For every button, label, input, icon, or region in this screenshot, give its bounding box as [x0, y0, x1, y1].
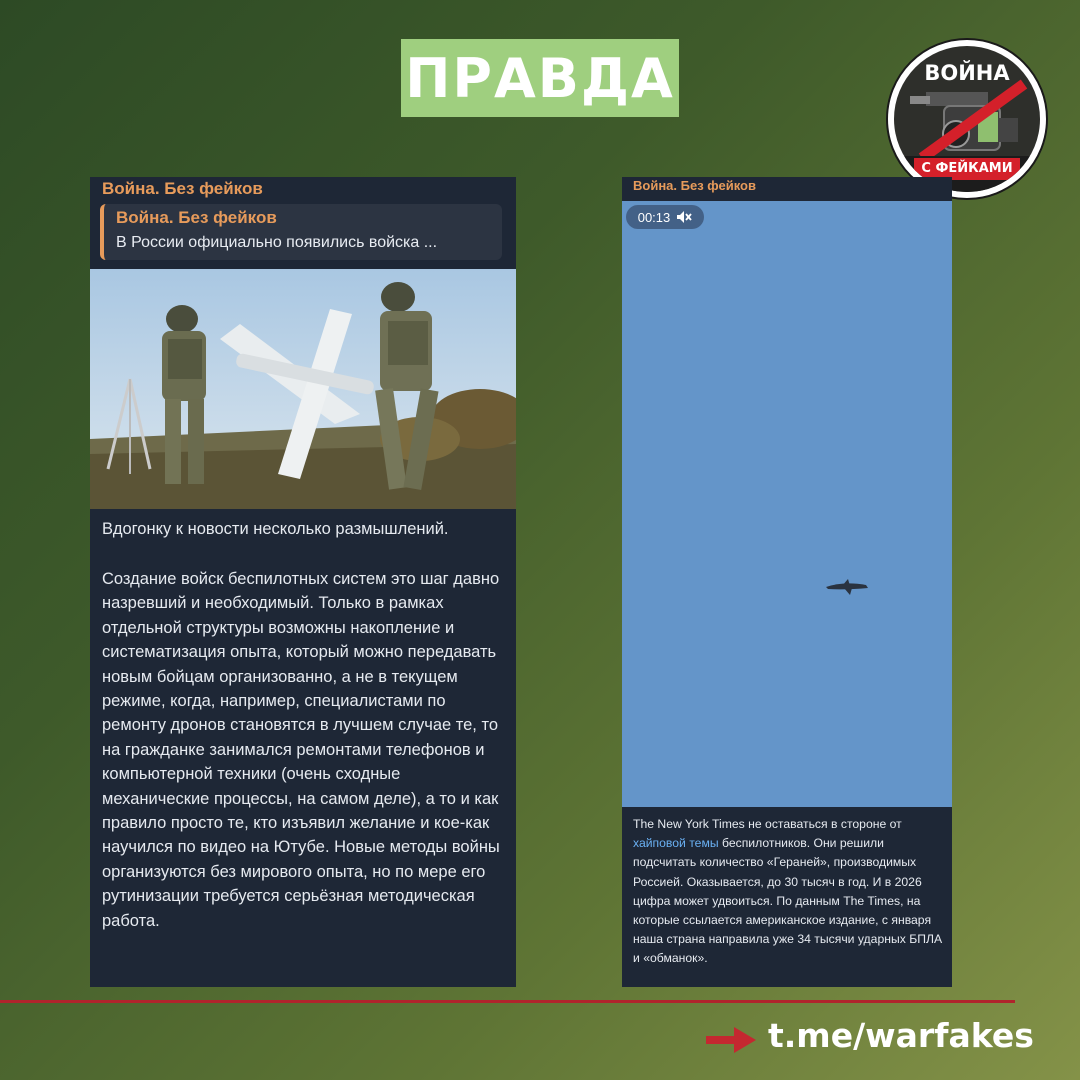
- logo-top-text: ВОЙНА: [924, 61, 1010, 85]
- video-timer: 00:13: [637, 209, 671, 225]
- flying-drone-image: [822, 577, 872, 597]
- body-text-after-link: беспилотников. Они решили подсчитать количество «Гераней», производимых Россией. Оказывается, до 30 тысяч в год. И в 2026 цифра может удвоиться. По данным The Times, на которые ссылается американское издание, с января наша страна направила уже 34 тысячи ударных БПЛА и «обманок».: [633, 836, 943, 966]
- body-text-before-link: The New York Times не оставаться в стороне от: [633, 817, 902, 831]
- right-post: [622, 177, 952, 987]
- post-body-text: Создание войск беспилотных систем это шаг давно назревший и необходимый. Только в рамках отдельной структуры возможны накопление и систематизация опыта, который можно передавать новым бойцам организованно, а не в текущем режиме, когда, например, специалистами по ремонту дронов становятся в лучшем случае те, то на гражданке занимался ремонтами телефонов и компьютерной техники (очень сходные механические процессы, на самом деле), а то и как правило просто те, кто изъявил желание и кое-как научился по видео на Ютубе. Новые методы войны организуются без мирового опыта, но по мере его рутинизации требуется серьёзная методическая работа.: [102, 570, 500, 930]
- quote-text: В России официально появились войска ...: [116, 234, 438, 251]
- truth-badge: [401, 39, 679, 117]
- topic-link[interactable]: хайповой темы: [633, 836, 719, 851]
- video-timer-pill[interactable]: [626, 205, 704, 229]
- arrow-right-icon: [706, 1027, 756, 1053]
- logo-bottom-text: С ФЕЙКАМИ: [914, 158, 1020, 180]
- post-lead-text: Вдогонку к новости несколько размышлений.: [102, 520, 449, 538]
- post-channel-name[interactable]: Война. Без фейков: [102, 179, 263, 198]
- post-video[interactable]: [622, 201, 952, 807]
- channel-logo: [886, 38, 1048, 200]
- badge-label: ПРАВДА: [405, 46, 675, 110]
- divider-line: [0, 1000, 1015, 1003]
- post-channel-name[interactable]: Война. Без фейков: [633, 178, 756, 193]
- left-post: [90, 177, 516, 987]
- muted-speaker-icon: [676, 210, 692, 224]
- reply-quote[interactable]: [100, 204, 502, 260]
- quote-title: Война. Без фейков: [116, 208, 277, 227]
- channel-link[interactable]: t.me/warfakes: [768, 1016, 1034, 1055]
- post-photo[interactable]: [90, 269, 516, 509]
- post-body-text: [633, 815, 945, 969]
- soldiers-with-drone-image: [90, 269, 516, 509]
